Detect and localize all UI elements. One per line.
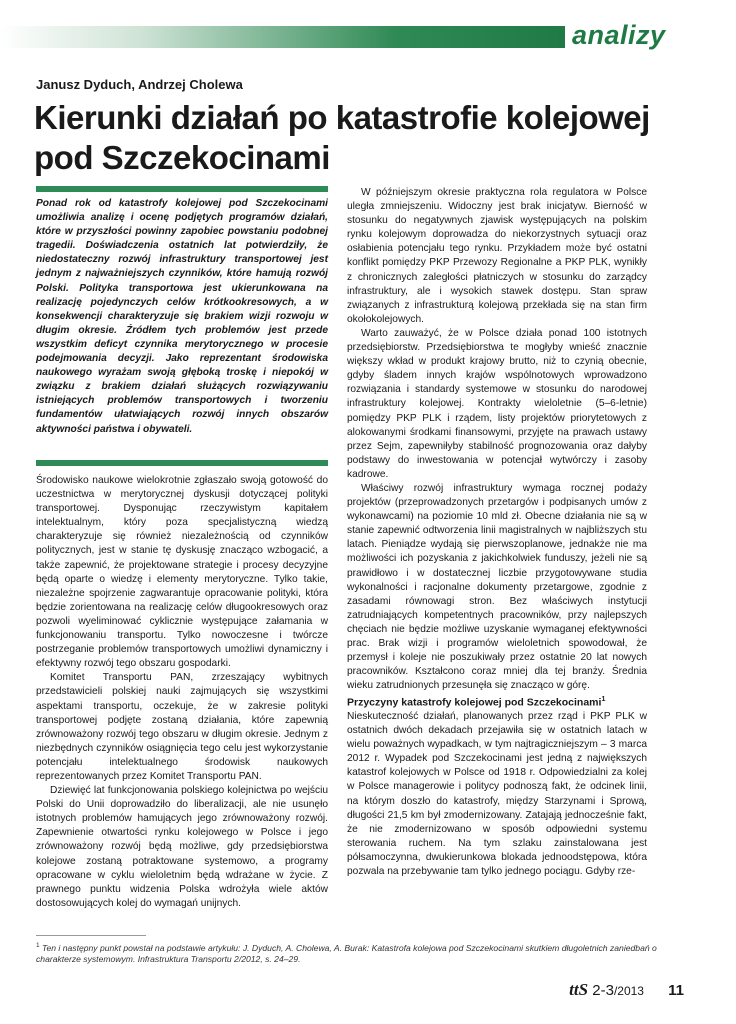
- article-title: Kierunki działań po katastrofie kolejowej pod Szczekocinami: [34, 99, 650, 176]
- header-band: [0, 26, 565, 48]
- article-authors: Janusz Dyduch, Andrzej Cholewa: [36, 77, 243, 92]
- subheading-text: Przyczyny katastrofy kolejowej pod Szczekocinami: [347, 696, 602, 709]
- body-paragraph: Komitet Transportu PAN, zrzeszający wybitnych przedstawicieli polskiej nauki zajmujących się wszystkimi aspektami transportu, oczekuje, że w zakresie polityki transportowej podjęte zostaną działania, które zapewnią zrównoważony rozwój tego obszaru w długim okresie. Jednym z niezbędnych czynników osiągnięcia tego celu jest wykorzystanie potencjału intelektualnego środowisk naukowych reprezentowanych przez Komitet Transportu PAN.: [36, 672, 328, 782]
- journal-logo: ttS: [569, 980, 589, 999]
- footnote-ref: 1: [601, 696, 606, 704]
- lead-top-rule: [36, 186, 328, 192]
- issue-number: 2-3: [592, 982, 614, 999]
- body-paragraph: Właściwy rozwój infrastruktury wymaga rocznej podaży projektów (przeprowadzonych przetargów i podpisanych umów z wykonawcami) na poziomie 10 mld zł. Obecne działania nie są w stanie zapewnić odtworzenia linii magistralnych w najbliższych stu latach. Pieniądze wydają się pierwszoplanowe, jednakże nie ma możliwości ich pozyskania z jakichkolwiek funduszy, jeżeli nie są prawidłowo i w dostatecznej liczbie przygotowywane studia wykonalności i racjonalne dokumenty przetargowe, zgodnie z zasadami równowagi stron. Bez właściwych instytucji zatrudniających kompetentnych pracowników, przy najlepszych chęciach nie będzie możliwe uzyskanie wymaganej efektywności prac. Brak wizji i programów wieloletnich spowodował, że przemysł i koleje nie poszukiwały przez ostatnie 20 lat nowych pracowników. Kształcono coraz mniej dla tej branży. Średnia wieku zatrudnionych przesunęła się znacząco w górę.: [347, 482, 647, 692]
- page-number: 11: [668, 982, 684, 999]
- right-body-column: [347, 186, 647, 879]
- page-footer: [569, 980, 684, 1000]
- section-subheading: [347, 693, 647, 710]
- issue-year: /2013: [613, 984, 644, 998]
- left-body-column: [36, 474, 328, 911]
- body-paragraph: W późniejszym okresie praktyczna rola regulatora w Polsce uległa zmniejszeniu. Widoczny jest brak inicjatyw. Bierność w stosunku do negatywnych zjawisk występujących na polskim rynku kolejowym doprowadza do niekorzystnych sytuacji oraz osłabienia potencjału tego rynku. Przykładem może być ostatni konflikt pomiędzy PKP Przewozy Regionalne a PKP PLK, wynikły z chronicznych zaległości płatniczych w stosunku do zarządcy infrastruktury, ale i wysokich stawek dostępu. Stan spraw związanych z infrastrukturą kolejową przekłada się na stan firm okołokolejowych.: [347, 187, 647, 325]
- lead-paragraph: Ponad rok od katastrofy kolejowej pod Szczekocinami umożliwia analizę i ocenę podjętych programów działań, które w przyszłości powinny zapobiec powstaniu podobnej tragedii. Doświadczenia ostatnich lat potwierdziły, że niedostateczny rozwój infrastruktury transportowej jest jednym z najważniejszych czynników, które hamują rozwój Polski. Polityka transportowa jest ukierunkowana na realizację pojedynczych celów krótkookresowych, a w konsekwencji charakteryzuje się brakiem wizji rozwoju w długim okresie. Źródłem tych problemów jest przede wszystkim deficyt czynnika merytorycznego w procesie podejmowania decyzji. Jako reprezentant środowiska naukowego wyrażam swoją głęboką troskę i niepokój w związku z brakiem działań służących rozwiązywaniu istniejących problemów transportowych i tworzeniu fundamentów ułatwiających rozwój innych obszarów aktywności państwa i obywateli.: [36, 198, 328, 435]
- lead-column: [36, 197, 328, 437]
- body-paragraph: Dziewięć lat funkcjonowania polskiego kolejnictwa po wejściu Polski do Unii doprowadziło do liberalizacji, ale nie usunęło istotnych problemów hamujących jego zrównoważony rozwój. Zapewnienie otwartości rynku kolejowego w Polsce i jego zrównoważony rozwój będą możliwe, gdy przedsiębiorstwa kolejowe zostaną potraktowane systemowo, a programy opracowane w cyklu wieloletnim będą wdrażane w życie. Z prawnego punktu widzenia Polska wdrożyła wiele aktów dostosowujących kolej do wymagań unijnych.: [36, 785, 328, 909]
- body-paragraph: Nieskuteczność działań, planowanych przez rząd i PKP PLK w ostatnich dwóch dekadach przejawiła się w ostatnich latach w wielu poważnych wypadkach, w tym najtragiczniejszym – 3 marca 2012 r. Wypadek pod Szczekocinami jest jedną z największych katastrof kolejowych w Polsce od 1918 r. Odpowiedzialni za kolej w Polsce managerowie i politycy podnoszą fakt, że odcinek linii, na którym doszło do katastrofy, między Starzynami i Sprową, długości 21,5 km był zmodernizowany. Zatajają jednocześnie fakt, że nie zmodernizowano w sposób odpowiedni systemu sterowania ruchem. Na tym szlaku zainstalowana jest półsamoczynna, dwukierunkowa blokada jednoodstępowa, która pozwala na przebywanie tam tylko jednego pociągu. Gdyby rze-: [347, 710, 647, 877]
- lead-bottom-rule: [36, 460, 328, 466]
- footnote-rule: [36, 935, 146, 936]
- footnote: [36, 940, 686, 965]
- body-paragraph: Warto zauważyć, że w Polsce działa ponad 100 istotnych przedsiębiorstw. Przedsiębiorstwa te mogłyby wnieść znacznie większy wkład w produkt krajowy brutto, niż to czynią obecnie, gdyby śladem innych krajów wspólnotowych wprowadzono rozwiązania i standardy systemowe w stosunku do narodowej infrastruktury kolejowej. Kontrakty wieloletnie (5–6-letnie) pomiędzy PKP PLK i rządem, listy projektów priorytetowych z alokowanymi środkami finansowymi, przyjęte na prawach ustawy przez Sejm, zapewniłyby stabilność prognozowania oraz dałyby podstawy do inwestowania w potencjał wytwórczy i zasoby kadrowe.: [347, 327, 647, 480]
- footnote-mark: 1: [36, 942, 40, 949]
- section-label: analizy: [572, 20, 666, 50]
- footnote-text: Ten i następny punkt powstał na podstawie artykułu: J. Dyduch, A. Cholewa, A. Burak: Katastrofa kolejowa pod Szczekocinami skutkiem długoletnich zaniedbań o charakterze systemowym. Infrastruktura Transportu 2/2012, s. 24–29.: [36, 942, 657, 964]
- body-paragraph: Środowisko naukowe wielokrotnie zgłaszało swoją gotowość do uczestnictwa w merytorycznej dyskusji dotyczącej polityki transportowej. Dysponując rzeczywistym kapitałem intelektualnym, który poza specjalistyczną wiedzą charakteryzuje się również niezależnością od czynników politycznych, jest w stanie tę dyskusję znacząco wzbogacić, a także zapewnić, że projektowane strategie i procesy decyzyjne będą oparte o wiedzę i elementy merytoryczne. Tylko takie, niezależne spojrzenie zagwarantuje opracowanie polityki, która będzie zorientowana na realizację celów długookresowych oraz pozwoli wyeliminować cyklicznie występujące załamania w funkcjonowaniu transportu. Tylko nowoczesne i twórcze postrzeganie problemów transportowych umożliwi dynamiczny i efektywny rozwój tego obszaru gospodarki.: [36, 475, 328, 670]
